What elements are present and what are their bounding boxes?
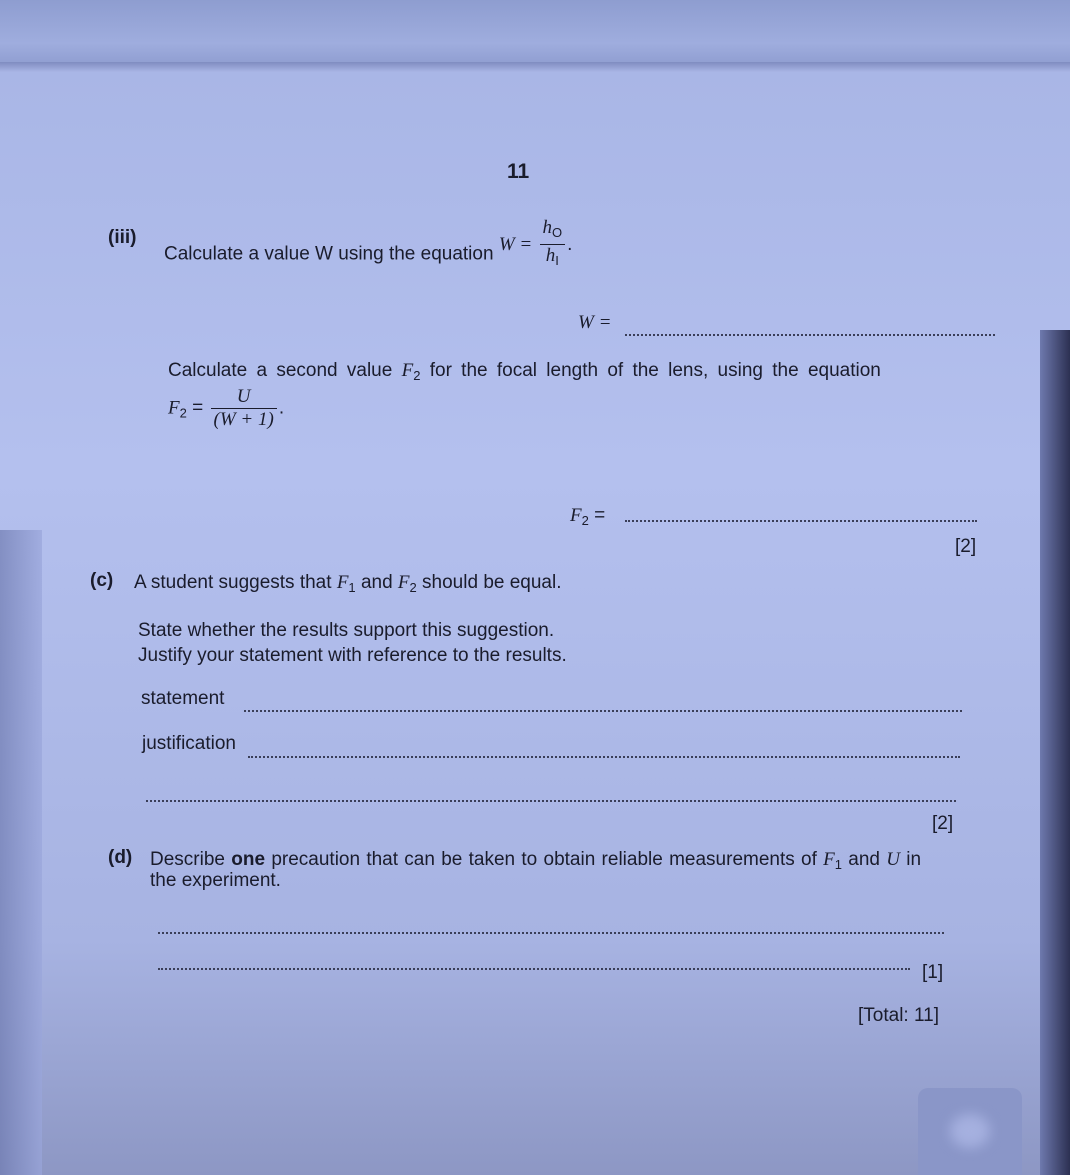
part-iii-text: Calculate a value W using the equation xyxy=(164,243,494,265)
d-marks: [1] xyxy=(922,962,944,983)
finger-shadow xyxy=(918,1088,1022,1175)
part-iii-question: Calculate a value W using the equation W = $\frac{h_O}{h_I}$ . xyxy=(164,227,572,282)
w-equation-fraction: $\frac{h_O}{h_I}$ xyxy=(540,217,566,272)
part-d-label: (d) xyxy=(108,847,133,868)
part-d-question: Describe one precaution that can be taken to obtain reliable measurements of $F_1$ and U in xyxy=(150,849,922,872)
page-number: 11 xyxy=(507,160,530,183)
precaution-line-1[interactable] xyxy=(158,932,944,934)
f2-equation-fraction: $\frac{U}{(W + 1)}$ xyxy=(211,386,277,431)
statement-line[interactable] xyxy=(244,710,962,712)
precaution-line-2[interactable] xyxy=(158,968,910,970)
justification-line-2[interactable] xyxy=(146,800,956,802)
f2-equation: $F_2$ = $\frac{U}{(W + 1)}$ . xyxy=(168,386,285,430)
w-answer-line[interactable] xyxy=(625,334,995,336)
iii-marks: [2] xyxy=(955,536,977,557)
page-top-edge xyxy=(0,0,1070,72)
w-answer-label: W = xyxy=(578,312,612,333)
part-iii-label: (iii) xyxy=(108,227,137,248)
part-c-line1: State whether the results support this suggestion. xyxy=(138,620,555,641)
left-shadow xyxy=(0,530,42,1175)
right-shadow xyxy=(1040,330,1070,1175)
part-c-label: (c) xyxy=(90,570,114,591)
f2-question: Calculate a second value $F_2$ for the focal length of the lens, using the equation xyxy=(168,360,881,383)
statement-label: statement xyxy=(141,688,225,709)
part-d-line2: the experiment. xyxy=(150,870,281,891)
part-c-question: A student suggests that $F_1$ and $F_2$ should be equal. xyxy=(134,572,562,595)
f2-answer-label: $F_2$ = xyxy=(570,505,606,528)
part-c-line2: Justify your statement with reference to the results. xyxy=(138,645,567,666)
f2-answer-line[interactable] xyxy=(625,520,977,522)
c-marks: [2] xyxy=(932,813,954,834)
w-equation-lhs: W = xyxy=(498,233,533,255)
total-marks: [Total: 11] xyxy=(858,1005,939,1026)
justification-label: justification xyxy=(142,733,236,754)
justification-line-1[interactable] xyxy=(248,756,960,758)
